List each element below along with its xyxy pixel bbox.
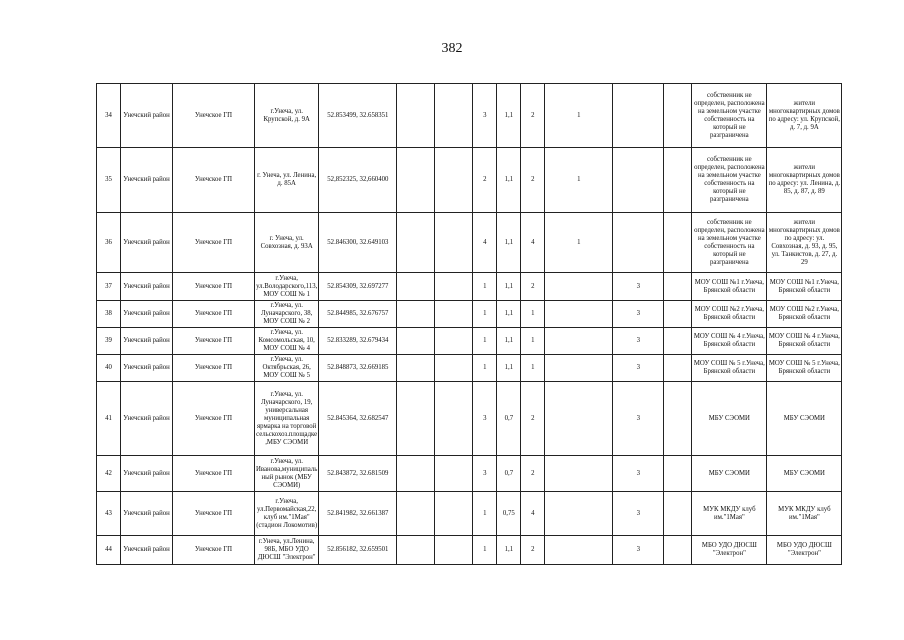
users-cell: МОУ СОШ № 5 г.Унеча, Брянской области xyxy=(767,355,842,382)
count-b-cell xyxy=(545,456,613,492)
users-cell: жители многоквартирных домов по адресу: ул. Крупской, д. 7, д. 9А xyxy=(767,84,842,148)
users-cell: жители многоквартирных домов по адресу: ул. Совхозная, д. 93, д. 95, ул. Танкистов, д. 27, д. 29 xyxy=(767,213,842,273)
settlement-cell: Унечское ГП xyxy=(173,273,255,301)
table-row xyxy=(97,328,842,355)
table-row xyxy=(97,84,842,148)
page-number: 382 xyxy=(441,41,463,56)
coordinates-cell: 52,852325, 32,660400 xyxy=(319,148,397,213)
owner-cell: МОУ СОШ №2 г.Унеча, Брянской области xyxy=(692,301,767,328)
row-number-cell: 38 xyxy=(97,301,121,328)
table-row xyxy=(97,492,842,536)
address-cell: г.Унеча, ул.Ленина, 98Б, МБО УДО ДЮСШ "Электрон" xyxy=(255,536,319,565)
empty-cell xyxy=(435,273,473,301)
count-c-cell xyxy=(613,148,664,213)
container-count-cell: 4 xyxy=(473,213,497,273)
users-cell: МОУ СОШ № 4 г.Унеча, Брянской области xyxy=(767,328,842,355)
container-count-cell: 1 xyxy=(473,273,497,301)
count-c-cell: 3 xyxy=(613,328,664,355)
coordinates-cell: 52.853499, 32.658351 xyxy=(319,84,397,148)
address-cell: г. Унеча, ул. Совхозная, д. 93А xyxy=(255,213,319,273)
empty-cell xyxy=(664,536,692,565)
empty-cell xyxy=(664,456,692,492)
empty-cell xyxy=(397,84,435,148)
address-cell: г.Унеча, ул. Луначарского, 19, универсальная муниципальная ярмарка на торговой сельскохоз.площадке ,МБУ СЭОМИ xyxy=(255,382,319,456)
address-cell: г.Унеча, ул. Иванова,муниципаль ный рынок (МБУ СЭОМИ) xyxy=(255,456,319,492)
coordinates-cell: 52.854309, 32.697277 xyxy=(319,273,397,301)
empty-cell xyxy=(664,328,692,355)
count-c-cell xyxy=(613,213,664,273)
district-cell: Унечский район xyxy=(121,536,173,565)
container-count-cell: 3 xyxy=(473,456,497,492)
empty-cell xyxy=(435,456,473,492)
volume-cell: 2 xyxy=(521,148,545,213)
count-b-cell xyxy=(545,328,613,355)
district-cell: Унечский район xyxy=(121,273,173,301)
empty-cell xyxy=(397,456,435,492)
empty-cell xyxy=(664,273,692,301)
area-cell: 1,1 xyxy=(497,328,521,355)
owner-cell: МОУ СОШ №1 г.Унеча, Брянской области xyxy=(692,273,767,301)
coordinates-cell: 52.841982, 32.661387 xyxy=(319,492,397,536)
coordinates-cell: 52.845364, 32.682547 xyxy=(319,382,397,456)
empty-cell xyxy=(397,273,435,301)
area-cell: 1,1 xyxy=(497,213,521,273)
empty-cell xyxy=(435,382,473,456)
owner-cell: МУК МКДУ клуб им."1Мая" xyxy=(692,492,767,536)
settlement-cell: Унечское ГП xyxy=(173,213,255,273)
table-row xyxy=(97,301,842,328)
area-cell: 1,1 xyxy=(497,536,521,565)
coordinates-cell: 52.843872, 32.681509 xyxy=(319,456,397,492)
address-cell: г.Унеча, ул. Комсомольская, 10, МОУ СОШ № 4 xyxy=(255,328,319,355)
volume-cell: 4 xyxy=(521,492,545,536)
row-number-cell: 44 xyxy=(97,536,121,565)
empty-cell xyxy=(664,213,692,273)
table-row xyxy=(97,273,842,301)
empty-cell xyxy=(664,355,692,382)
row-number-cell: 42 xyxy=(97,456,121,492)
container-count-cell: 1 xyxy=(473,301,497,328)
count-c-cell: 3 xyxy=(613,536,664,565)
container-count-cell: 2 xyxy=(473,148,497,213)
count-b-cell xyxy=(545,492,613,536)
container-count-cell: 1 xyxy=(473,355,497,382)
district-cell: Унечский район xyxy=(121,382,173,456)
settlement-cell: Унечское ГП xyxy=(173,148,255,213)
row-number-cell: 36 xyxy=(97,213,121,273)
count-b-cell: 1 xyxy=(545,148,613,213)
volume-cell: 2 xyxy=(521,84,545,148)
count-b-cell: 1 xyxy=(545,213,613,273)
settlement-cell: Унечское ГП xyxy=(173,84,255,148)
count-c-cell: 3 xyxy=(613,273,664,301)
owner-cell: МБУ СЭОМИ xyxy=(692,382,767,456)
row-number-cell: 37 xyxy=(97,273,121,301)
row-number-cell: 43 xyxy=(97,492,121,536)
empty-cell xyxy=(397,382,435,456)
volume-cell: 2 xyxy=(521,273,545,301)
row-number-cell: 34 xyxy=(97,84,121,148)
row-number-cell: 40 xyxy=(97,355,121,382)
empty-cell xyxy=(435,213,473,273)
users-cell: МУК МКДУ клуб им."1Мая" xyxy=(767,492,842,536)
container-count-cell: 1 xyxy=(473,536,497,565)
count-b-cell xyxy=(545,355,613,382)
registry-table xyxy=(96,83,842,565)
empty-cell xyxy=(664,492,692,536)
district-cell: Унечский район xyxy=(121,148,173,213)
count-b-cell xyxy=(545,273,613,301)
settlement-cell: Унечское ГП xyxy=(173,382,255,456)
empty-cell xyxy=(397,148,435,213)
address-cell: г.Унеча, ул. Луначарского, 38, МОУ СОШ № 2 xyxy=(255,301,319,328)
owner-cell: МБУ СЭОМИ xyxy=(692,456,767,492)
empty-cell xyxy=(397,536,435,565)
area-cell: 1,1 xyxy=(497,84,521,148)
table-row xyxy=(97,213,842,273)
empty-cell xyxy=(435,492,473,536)
address-cell: г.Унеча, ул.Володарского,113, МОУ СОШ № 1 xyxy=(255,273,319,301)
empty-cell xyxy=(435,328,473,355)
empty-cell xyxy=(397,355,435,382)
address-cell: г.Унеча, ул.Первомайская,22, клуб им."1Мая" (стадион Локомотив) xyxy=(255,492,319,536)
district-cell: Унечский район xyxy=(121,84,173,148)
empty-cell xyxy=(397,213,435,273)
district-cell: Унечский район xyxy=(121,355,173,382)
area-cell: 0,7 xyxy=(497,456,521,492)
container-count-cell: 3 xyxy=(473,382,497,456)
empty-cell xyxy=(397,328,435,355)
users-cell: МОУ СОШ №2 г.Унеча, Брянской области xyxy=(767,301,842,328)
volume-cell: 1 xyxy=(521,328,545,355)
settlement-cell: Унечское ГП xyxy=(173,536,255,565)
owner-cell: МОУ СОШ № 5 г.Унеча, Брянской области xyxy=(692,355,767,382)
count-c-cell xyxy=(613,84,664,148)
coordinates-cell: 52.856182, 32.659501 xyxy=(319,536,397,565)
area-cell: 1,1 xyxy=(497,355,521,382)
count-b-cell xyxy=(545,382,613,456)
owner-cell: МБО УДО ДЮСШ "Электрон" xyxy=(692,536,767,565)
count-c-cell: 3 xyxy=(613,382,664,456)
settlement-cell: Унечское ГП xyxy=(173,492,255,536)
owner-cell: собственник не определен, расположена на земельном участке собственность на который не разграничена xyxy=(692,84,767,148)
empty-cell xyxy=(435,536,473,565)
count-c-cell: 3 xyxy=(613,492,664,536)
district-cell: Унечский район xyxy=(121,456,173,492)
users-cell: МБО УДО ДЮСШ "Электрон" xyxy=(767,536,842,565)
volume-cell: 2 xyxy=(521,456,545,492)
container-count-cell: 3 xyxy=(473,84,497,148)
volume-cell: 2 xyxy=(521,536,545,565)
users-cell: жители многоквартирных домов по адресу: ул. Ленина, д. 85, д. 87, д. 89 xyxy=(767,148,842,213)
district-cell: Унечский район xyxy=(121,328,173,355)
settlement-cell: Унечское ГП xyxy=(173,456,255,492)
district-cell: Унечский район xyxy=(121,301,173,328)
table-row xyxy=(97,382,842,456)
area-cell: 0,75 xyxy=(497,492,521,536)
volume-cell: 2 xyxy=(521,382,545,456)
district-cell: Унечский район xyxy=(121,213,173,273)
row-number-cell: 35 xyxy=(97,148,121,213)
count-c-cell: 3 xyxy=(613,456,664,492)
count-b-cell xyxy=(545,536,613,565)
address-cell: г.Унеча, ул. Крупской, д. 9А xyxy=(255,84,319,148)
owner-cell: МОУ СОШ № 4 г.Унеча, Брянской области xyxy=(692,328,767,355)
table-row xyxy=(97,536,842,565)
volume-cell: 1 xyxy=(521,355,545,382)
count-c-cell: 3 xyxy=(613,355,664,382)
users-cell: МОУ СОШ №1 г.Унеча, Брянской области xyxy=(767,273,842,301)
district-cell: Унечский район xyxy=(121,492,173,536)
empty-cell xyxy=(397,301,435,328)
settlement-cell: Унечское ГП xyxy=(173,355,255,382)
row-number-cell: 41 xyxy=(97,382,121,456)
table-row xyxy=(97,148,842,213)
coordinates-cell: 52.846300, 32.649103 xyxy=(319,213,397,273)
empty-cell xyxy=(397,492,435,536)
coordinates-cell: 52.844985, 32.676757 xyxy=(319,301,397,328)
coordinates-cell: 52.848873, 32.669185 xyxy=(319,355,397,382)
volume-cell: 4 xyxy=(521,213,545,273)
users-cell: МБУ СЭОМИ xyxy=(767,456,842,492)
empty-cell xyxy=(664,382,692,456)
empty-cell xyxy=(664,84,692,148)
table-row xyxy=(97,355,842,382)
empty-cell xyxy=(435,355,473,382)
container-count-cell: 1 xyxy=(473,492,497,536)
settlement-cell: Унечское ГП xyxy=(173,301,255,328)
area-cell: 1,1 xyxy=(497,301,521,328)
coordinates-cell: 52.833289, 32.679434 xyxy=(319,328,397,355)
owner-cell: собственник не определен, расположена на земельном участке собственность на который не разграничена xyxy=(692,148,767,213)
users-cell: МБУ СЭОМИ xyxy=(767,382,842,456)
empty-cell xyxy=(435,148,473,213)
row-number-cell: 39 xyxy=(97,328,121,355)
area-cell: 0,7 xyxy=(497,382,521,456)
empty-cell xyxy=(435,84,473,148)
owner-cell: собственник не определен, расположена на земельном участке собственность на который не разграничена xyxy=(692,213,767,273)
count-b-cell: 1 xyxy=(545,84,613,148)
volume-cell: 1 xyxy=(521,301,545,328)
empty-cell xyxy=(435,301,473,328)
container-count-cell: 1 xyxy=(473,328,497,355)
count-b-cell xyxy=(545,301,613,328)
area-cell: 1,1 xyxy=(497,273,521,301)
empty-cell xyxy=(664,301,692,328)
address-cell: г.Унеча, ул. Октябрьская, 26, МОУ СОШ № 5 xyxy=(255,355,319,382)
settlement-cell: Унечское ГП xyxy=(173,328,255,355)
count-c-cell: 3 xyxy=(613,301,664,328)
address-cell: г. Унеча, ул. Ленина, д. 85А xyxy=(255,148,319,213)
area-cell: 1,1 xyxy=(497,148,521,213)
table-row xyxy=(97,456,842,492)
empty-cell xyxy=(664,148,692,213)
